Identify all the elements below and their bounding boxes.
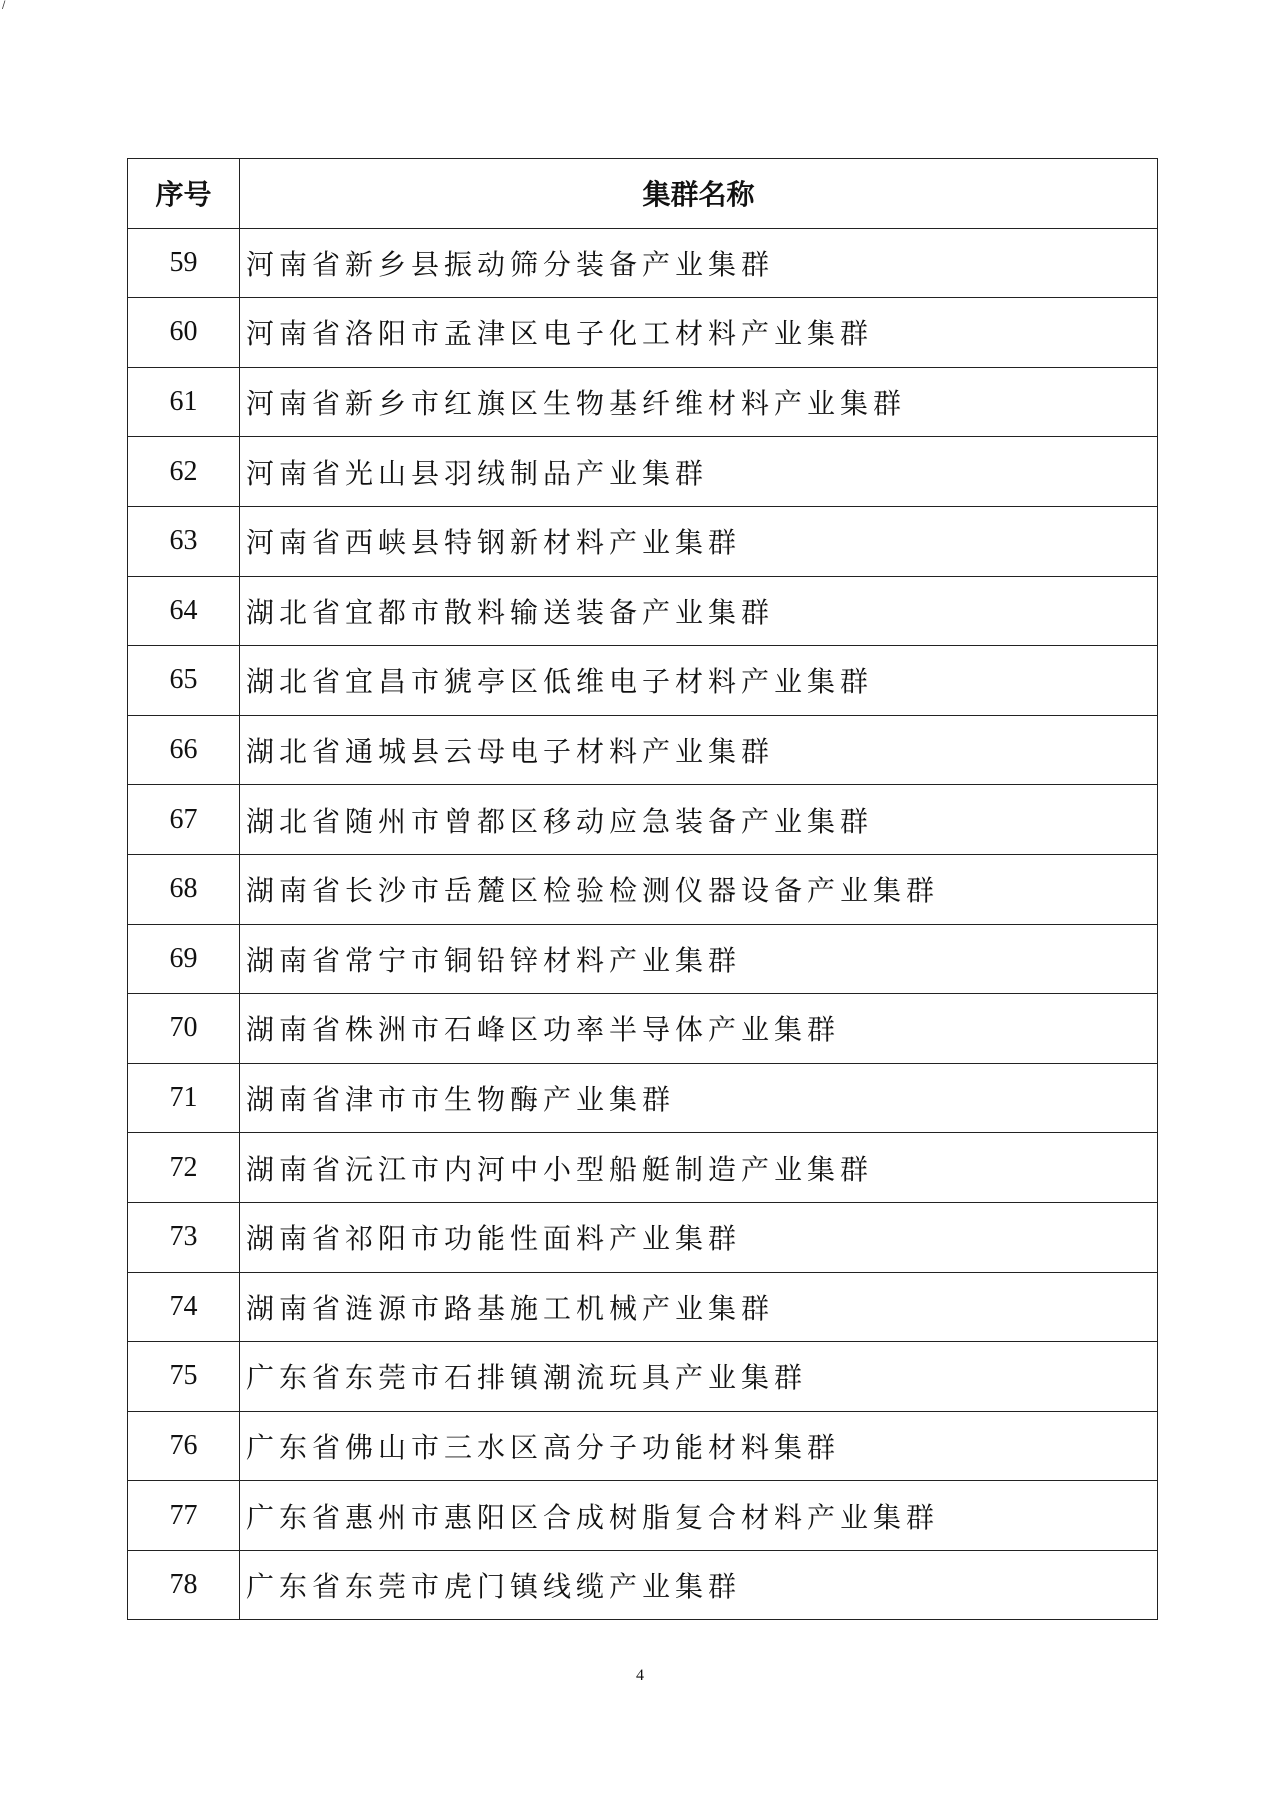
row-serial-number: 76 [128,1411,240,1481]
row-serial-number: 78 [128,1550,240,1620]
row-serial-number: 63 [128,506,240,576]
table-header-row [128,159,1158,229]
row-cluster-name: 湖北省宜昌市猇亭区低维电子材料产业集群 [240,646,1158,716]
row-serial-number: 69 [128,924,240,994]
row-serial-number: 67 [128,785,240,855]
cluster-table [127,158,1158,1620]
table-row [128,646,1158,716]
row-cluster-name: 湖南省沅江市内河中小型船艇制造产业集群 [240,1133,1158,1203]
row-serial-number: 74 [128,1272,240,1342]
corner-mark: / [2,0,6,11]
row-serial-number: 64 [128,576,240,646]
table-row [128,1411,1158,1481]
row-serial-number: 71 [128,1063,240,1133]
table-row [128,367,1158,437]
header-cluster-name: 集群名称 [240,159,1158,229]
table-row [128,1342,1158,1412]
table-row [128,1272,1158,1342]
row-cluster-name: 湖北省通城县云母电子材料产业集群 [240,715,1158,785]
row-serial-number: 70 [128,994,240,1064]
table-body [128,228,1158,1620]
row-serial-number: 66 [128,715,240,785]
row-cluster-name: 广东省东莞市虎门镇线缆产业集群 [240,1550,1158,1620]
row-cluster-name: 湖南省津市市生物酶产业集群 [240,1063,1158,1133]
page-number: 4 [636,1667,644,1684]
table-row [128,1550,1158,1620]
row-serial-number: 72 [128,1133,240,1203]
table-row [128,994,1158,1064]
row-serial-number: 68 [128,854,240,924]
row-serial-number: 59 [128,228,240,298]
header-serial-number: 序号 [128,159,240,229]
row-cluster-name: 湖北省随州市曾都区移动应急装备产业集群 [240,785,1158,855]
table-row [128,785,1158,855]
row-cluster-name: 湖南省祁阳市功能性面料产业集群 [240,1202,1158,1272]
row-cluster-name: 河南省新乡县振动筛分装备产业集群 [240,228,1158,298]
row-serial-number: 73 [128,1202,240,1272]
table-row [128,1063,1158,1133]
table-row [128,1481,1158,1551]
row-cluster-name: 河南省新乡市红旗区生物基纤维材料产业集群 [240,367,1158,437]
table-row [128,298,1158,368]
table-row [128,506,1158,576]
row-serial-number: 61 [128,367,240,437]
table-row [128,228,1158,298]
table-row [128,715,1158,785]
table-row [128,1202,1158,1272]
row-cluster-name: 广东省佛山市三水区高分子功能材料集群 [240,1411,1158,1481]
table-row [128,854,1158,924]
table-row [128,924,1158,994]
row-cluster-name: 湖北省宜都市散料输送装备产业集群 [240,576,1158,646]
row-cluster-name: 广东省东莞市石排镇潮流玩具产业集群 [240,1342,1158,1412]
row-cluster-name: 湖南省常宁市铜铅锌材料产业集群 [240,924,1158,994]
row-serial-number: 62 [128,437,240,507]
row-cluster-name: 河南省光山县羽绒制品产业集群 [240,437,1158,507]
row-cluster-name: 湖南省株洲市石峰区功率半导体产业集群 [240,994,1158,1064]
row-serial-number: 60 [128,298,240,368]
row-cluster-name: 湖南省涟源市路基施工机械产业集群 [240,1272,1158,1342]
row-serial-number: 65 [128,646,240,716]
row-cluster-name: 河南省洛阳市孟津区电子化工材料产业集群 [240,298,1158,368]
table-row [128,437,1158,507]
row-serial-number: 75 [128,1342,240,1412]
table-row [128,576,1158,646]
row-cluster-name: 湖南省长沙市岳麓区检验检测仪器设备产业集群 [240,854,1158,924]
table-row [128,1133,1158,1203]
row-cluster-name: 河南省西峡县特钢新材料产业集群 [240,506,1158,576]
row-serial-number: 77 [128,1481,240,1551]
row-cluster-name: 广东省惠州市惠阳区合成树脂复合材料产业集群 [240,1481,1158,1551]
